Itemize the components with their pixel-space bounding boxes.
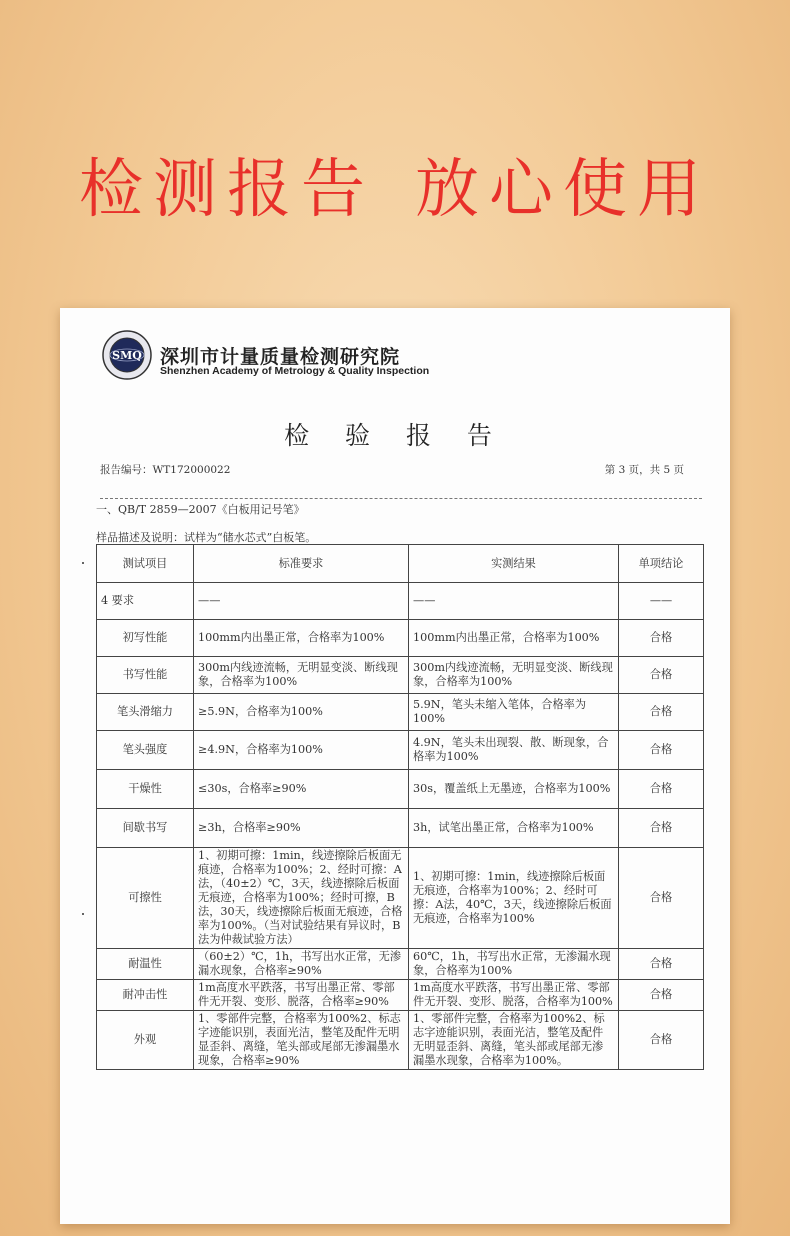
- item-cell: 笔头滑缩力: [97, 694, 194, 731]
- table-row: [97, 620, 704, 657]
- actual-cell: 300m内线迹流畅，无明显变淡、断线现象，合格率为100%: [409, 657, 619, 694]
- actual-cell: 60℃，1h，书写出水正常，无渗漏水现象，合格率为100%: [409, 949, 619, 980]
- result-cell: 合格: [619, 848, 704, 949]
- actual-cell: 1m高度水平跌落，书写出墨正常、零部件无开裂、变形、脱落，合格率为100%: [409, 980, 619, 1011]
- result-cell: 合格: [619, 657, 704, 694]
- test-results-table: [96, 544, 704, 1070]
- actual-cell: 100mm内出墨正常，合格率为100%: [409, 620, 619, 657]
- result-cell: 合格: [619, 949, 704, 980]
- item-cell: 耐温性: [97, 949, 194, 980]
- standard-cell: 300m内线迹流畅，无明显变淡、断线现象，合格率为100%: [194, 657, 409, 694]
- actual-cell: 1、零部件完整，合格率为100%2、标志字迹能识别，表面光洁，整笔及配件无明显歪斜、离缝，笔头部或尾部无渗漏墨水现象，合格率为100%。: [409, 1011, 619, 1070]
- result-cell: 合格: [619, 770, 704, 809]
- actual-cell: 3h，试笔出墨正常，合格率为100%: [409, 809, 619, 848]
- sample-description: 样品描述及说明：试样为“储水芯式”白板笔。: [96, 531, 317, 544]
- item-cell: 笔头强度: [97, 731, 194, 770]
- actual-cell: 5.9N，笔头未缩入笔体，合格率为100%: [409, 694, 619, 731]
- standard-cell: 1m高度水平跌落，书写出墨正常、零部件无开裂、变形、脱落，合格率≥90%: [194, 980, 409, 1011]
- scan-dot: [82, 562, 84, 564]
- svg-text:SMQ: SMQ: [112, 349, 142, 362]
- standard-cell: ≥3h，合格率≥90%: [194, 809, 409, 848]
- table-row: [97, 848, 704, 949]
- result-cell: ——: [619, 583, 704, 620]
- standard-cell: ≤30s，合格率≥90%: [194, 770, 409, 809]
- item-cell: 可擦性: [97, 848, 194, 949]
- scan-dot: [82, 913, 84, 915]
- result-cell: 合格: [619, 731, 704, 770]
- item-cell: 干燥性: [97, 770, 194, 809]
- table-row: [97, 1011, 704, 1070]
- standard-cell: 1、初期可擦：1min，线迹擦除后板面无痕迹，合格率为100%；2、经时可擦：A法，（40±2）℃，3天，线迹擦除后板面无痕迹，合格率为100%；经时可擦，B法，30天，线迹擦除后板面无痕迹，合格率为100%。（当对试验结果有异议时，B法为仲裁试验方法）: [194, 848, 409, 949]
- result-cell: 合格: [619, 1011, 704, 1070]
- item-cell: 书写性能: [97, 657, 194, 694]
- divider-line: [100, 498, 702, 499]
- banner-left-text: 检测报告: [79, 153, 375, 227]
- table-row: [97, 980, 704, 1011]
- org-name-en: Shenzhen Academy of Metrology & Quality Inspection: [160, 365, 430, 377]
- standard-cell: ——: [194, 583, 409, 620]
- standard-cell: ≥4.9N，合格率为100%: [194, 731, 409, 770]
- actual-cell: 30s，覆盖纸上无墨迹，合格率为100%: [409, 770, 619, 809]
- table-row: [97, 809, 704, 848]
- column-header: 单项结论: [619, 545, 704, 583]
- standard-cell: 1、零部件完整，合格率为100%2、标志字迹能识别，表面光洁，整笔及配件无明显歪斜、离缝，笔头部或尾部无渗漏墨水现象，合格率≥90%: [194, 1011, 409, 1070]
- standard-cell: （60±2）℃，1h，书写出水正常，无渗漏水现象，合格率≥90%: [194, 949, 409, 980]
- table-header-row: [97, 545, 704, 583]
- actual-cell: 4.9N，笔头未出现裂、散、断现象，合格率为100%: [409, 731, 619, 770]
- section-heading: 一、QB/T 2859—2007《白板用记号笔》: [96, 503, 305, 516]
- smq-logo-icon: [102, 330, 152, 380]
- result-cell: 合格: [619, 694, 704, 731]
- standard-cell: 100mm内出墨正常，合格率为100%: [194, 620, 409, 657]
- table-row: [97, 657, 704, 694]
- column-header: 标准要求: [194, 545, 409, 583]
- org-name-cn: 深圳市计量质量检测研究院: [160, 346, 401, 368]
- item-cell: 外观: [97, 1011, 194, 1070]
- report-title: 检 验 报 告: [284, 421, 506, 450]
- item-cell: 4 要求: [97, 583, 194, 620]
- item-cell: 初写性能: [97, 620, 194, 657]
- table-row: [97, 583, 704, 620]
- item-cell: 耐冲击性: [97, 980, 194, 1011]
- table-row: [97, 694, 704, 731]
- column-header: 测试项目: [97, 545, 194, 583]
- table-row: [97, 770, 704, 809]
- standard-cell: ≥5.9N，合格率为100%: [194, 694, 409, 731]
- banner-right-text: 放心使用: [415, 153, 711, 227]
- actual-cell: 1、初期可擦：1min，线迹擦除后板面无痕迹，合格率为100%；2、经时可擦：A法，40℃，3天，线迹擦除后板面无痕迹，合格率为100%: [409, 848, 619, 949]
- report-number: 报告编号：WT172000022: [100, 464, 231, 476]
- table-row: [97, 949, 704, 980]
- page-number: 第 3 页，共 5 页: [604, 464, 684, 476]
- result-cell: 合格: [619, 980, 704, 1011]
- item-cell: 间歇书写: [97, 809, 194, 848]
- column-header: 实测结果: [409, 545, 619, 583]
- actual-cell: ——: [409, 583, 619, 620]
- result-cell: 合格: [619, 620, 704, 657]
- table-row: [97, 731, 704, 770]
- report-paper: [60, 308, 730, 1224]
- result-cell: 合格: [619, 809, 704, 848]
- banner-title: [0, 138, 790, 230]
